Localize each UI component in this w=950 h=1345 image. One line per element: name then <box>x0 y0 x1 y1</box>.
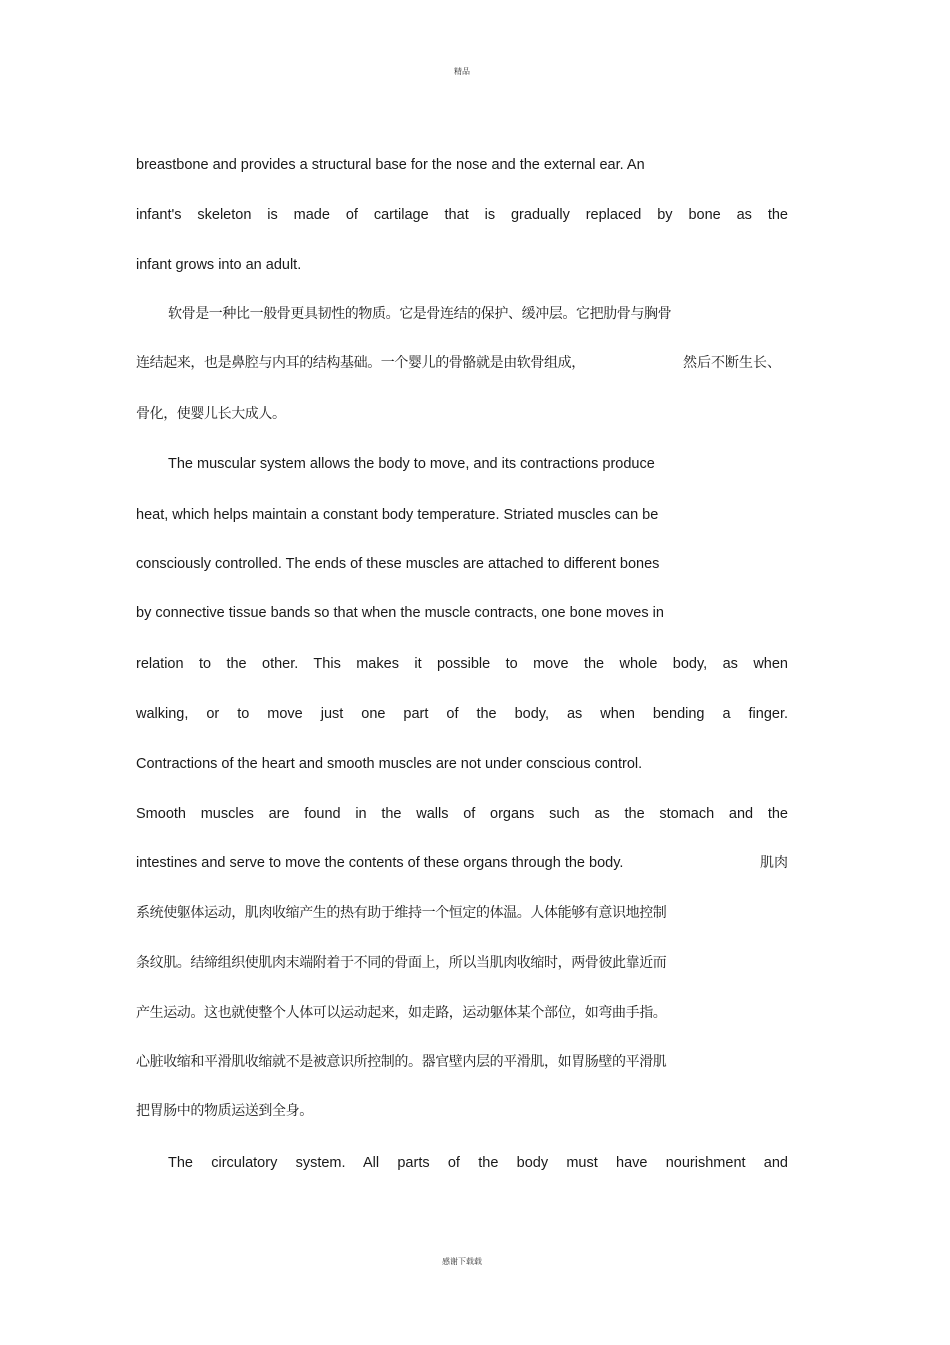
text-line: 产生运动。这也就使整个人体可以运动起来，如走路，运动躯体某个部位，如弯曲手指。 <box>136 1005 667 1021</box>
text-line: Contractions of the heart and smooth muscles are not under conscious control. <box>136 756 643 772</box>
text-line: Smooth muscles are found in the walls of organs such as the stomach and the <box>136 806 788 822</box>
text-line: heat, which helps maintain a constant body temperature. Striated muscles can be <box>136 507 659 523</box>
text-line: 把胃肠中的物质运送到全身。 <box>136 1103 313 1119</box>
text-line: 条纹肌。结缔组织使肌肉末端附着于不同的骨面上，所以当肌肉收缩时，两骨彼此靠近而 <box>136 955 667 971</box>
text-line: infant's skeleton is made of cartilage that is gradually replaced by bone as the <box>136 207 788 223</box>
text-line-tail: 肌肉 <box>760 855 788 871</box>
text-line: intestines and serve to move the contents of these organs through the body. <box>136 855 624 871</box>
page-header: 精品 <box>454 67 470 76</box>
text-line: infant grows into an adult. <box>136 257 302 273</box>
text-line: walking, or to move just one part of the body, as when bending a finger. <box>136 706 788 722</box>
page-footer: 感谢下载载 <box>442 1257 482 1266</box>
text-line: by connective tissue bands so that when the muscle contracts, one bone moves in <box>136 605 664 621</box>
text-line: 连结起来，也是鼻腔与内耳的结构基础。一个婴儿的骨骼就是由软骨组成， <box>136 355 585 371</box>
text-line: 软骨是一种比一般骨更具韧性的物质。它是骨连结的保护、缓冲层。它把肋骨与胸骨 <box>168 306 672 322</box>
text-line: The circulatory system. All parts of the body must have nourishment and <box>168 1155 788 1171</box>
text-line-tail: 然后不断生长、 <box>683 355 781 371</box>
text-line: 心脏收缩和平滑肌收缩就不是被意识所控制的。器官壁内层的平滑肌，如胃肠壁的平滑肌 <box>136 1054 667 1070</box>
text-line: 骨化，使婴儿长大成人。 <box>136 406 286 422</box>
text-line: 系统使躯体运动，肌肉收缩产生的热有助于维持一个恒定的体温。人体能够有意识地控制 <box>136 905 667 921</box>
text-line: The muscular system allows the body to move, and its contractions produce <box>168 456 655 472</box>
text-line: breastbone and provides a structural base for the nose and the external ear. An <box>136 157 645 173</box>
text-line: consciously controlled. The ends of these muscles are attached to different bones <box>136 556 660 572</box>
text-line: relation to the other. This makes it possible to move the whole body, as when <box>136 656 788 672</box>
